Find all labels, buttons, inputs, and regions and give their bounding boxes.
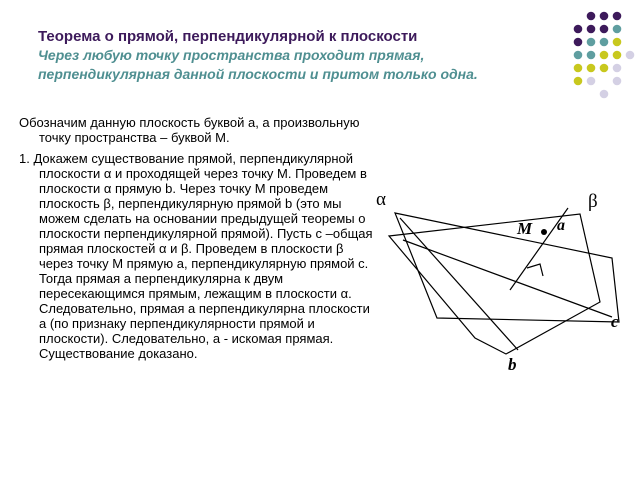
point-M bbox=[541, 229, 547, 235]
right-angle-mark bbox=[527, 264, 543, 276]
label-beta: β bbox=[588, 191, 598, 212]
label-alpha: α bbox=[376, 189, 386, 210]
plane-alpha bbox=[395, 213, 619, 322]
line-b bbox=[400, 218, 518, 350]
slide-title: Теорема о прямой, перпендикулярной к плоскости bbox=[38, 28, 418, 45]
plane-beta bbox=[389, 214, 600, 354]
paragraph-existence-proof: 1. Докажем существование прямой, перпендикулярной плоскости α и проходящей через точку М. Проведем в плоскости α прямую b. Через точку М проведем плоскость β, перпендикулярную прямой b (это мы можем сделать на основании предыдущей теоремы о плоскости перпендикулярной прямой). Пусть с –общая прямая плоскостей α и β. Проведем в плоскости β через точку М прямую а, перпендикулярную прямой с. Тогда прямая а перпендикулярна к двум пересекающимся прямым, лежащим в плоскости α. Следовательно, прямая а перпендикулярна плоскости а (по признаку перпендикулярности прямой и плоскости). Следовательно, а - искомая прямая. Существование доказано. bbox=[19, 151, 373, 361]
label-b: b bbox=[508, 355, 517, 374]
label-a: a bbox=[557, 217, 565, 234]
slide-subtitle: Через любую точку пространства проходит прямая, перпендикулярная данной плоскости и притом только одна. bbox=[38, 47, 478, 82]
paragraph-notation: Обозначим данную плоскость буквой а, а произвольную точку пространства – буквой М. bbox=[19, 115, 360, 145]
label-c: c bbox=[611, 312, 619, 331]
label-M: M bbox=[517, 219, 533, 238]
